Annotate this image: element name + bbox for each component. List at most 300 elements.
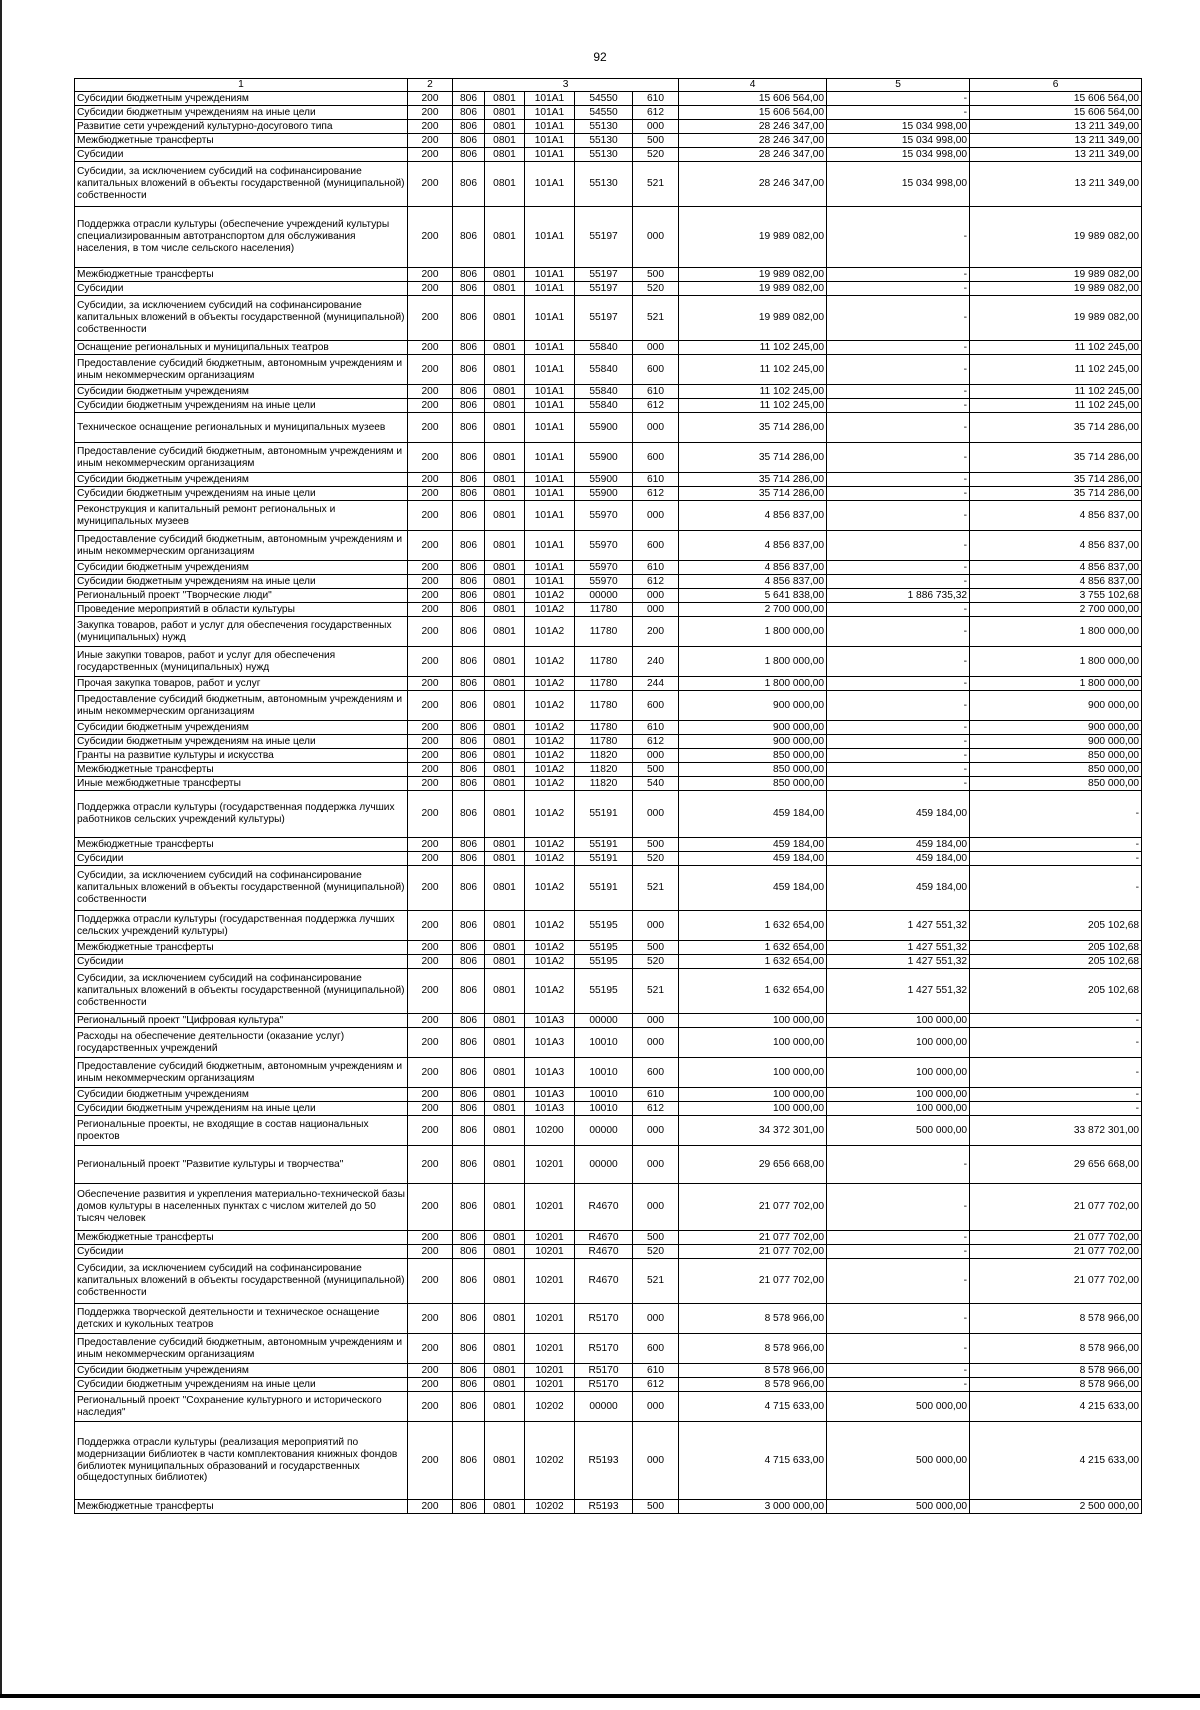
row-code-program: 101A3	[525, 1028, 575, 1058]
row-code-admin: 806	[453, 1102, 485, 1116]
row-code-section: 0801	[485, 575, 525, 589]
table-body	[75, 92, 1142, 1514]
row-code-expense-type: 000	[633, 589, 679, 603]
row-amount-total: 21 077 702,00	[679, 1231, 827, 1245]
row-code-admin: 806	[453, 92, 485, 106]
row-name: Гранты на развитие культуры и искусства	[75, 749, 408, 763]
row-code-expense-type: 000	[633, 1304, 679, 1334]
row-code-section: 0801	[485, 120, 525, 134]
row-code-expense-type: 600	[633, 355, 679, 385]
row-name: Субсидии бюджетным учреждениям	[75, 1364, 408, 1378]
table-row	[75, 473, 1142, 487]
row-code-chapter: 200	[408, 777, 453, 791]
row-amount-total: 29 656 668,00	[679, 1146, 827, 1184]
row-code-chapter: 200	[408, 399, 453, 413]
row-amount-regional: -	[970, 791, 1142, 838]
row-code-chapter: 200	[408, 1334, 453, 1364]
row-amount-total: 8 578 966,00	[679, 1304, 827, 1334]
row-amount-regional: 19 989 082,00	[970, 282, 1142, 296]
row-code-program: 101A2	[525, 911, 575, 941]
row-code-expense-type: 612	[633, 735, 679, 749]
row-amount-total: 34 372 301,00	[679, 1116, 827, 1146]
row-code-program: 10201	[525, 1245, 575, 1259]
row-code-expense-type: 610	[633, 1364, 679, 1378]
row-code-section: 0801	[485, 296, 525, 341]
row-code-expense-type: 240	[633, 647, 679, 677]
row-code-expense-type: 600	[633, 691, 679, 721]
row-code-expense-type: 000	[633, 603, 679, 617]
row-name: Обеспечение развития и укрепления материально-технической базы домов культуры в населенных пунктах с числом жителей до 50 тысяч человек	[75, 1184, 408, 1231]
row-amount-total: 100 000,00	[679, 1058, 827, 1088]
row-code-program: 101A1	[525, 296, 575, 341]
row-amount-regional: 21 077 702,00	[970, 1184, 1142, 1231]
row-amount-federal: 100 000,00	[827, 1028, 970, 1058]
row-code-direction: 55840	[575, 341, 633, 355]
header-col-3: 3	[453, 79, 679, 92]
row-code-section: 0801	[485, 911, 525, 941]
row-code-direction: 55130	[575, 134, 633, 148]
row-code-program: 101A1	[525, 561, 575, 575]
row-code-chapter: 200	[408, 1088, 453, 1102]
row-code-chapter: 200	[408, 1304, 453, 1334]
row-amount-federal: 500 000,00	[827, 1392, 970, 1422]
row-code-chapter: 200	[408, 1014, 453, 1028]
row-code-section: 0801	[485, 162, 525, 207]
table-row	[75, 134, 1142, 148]
row-code-direction: 11820	[575, 763, 633, 777]
row-code-program: 101A2	[525, 749, 575, 763]
row-name: Проведение мероприятий в области культуры	[75, 603, 408, 617]
row-amount-regional: 35 714 286,00	[970, 413, 1142, 443]
row-amount-regional: 850 000,00	[970, 763, 1142, 777]
row-amount-total: 8 578 966,00	[679, 1378, 827, 1392]
scan-edge-line	[0, 0, 2, 1694]
row-code-section: 0801	[485, 1334, 525, 1364]
row-code-section: 0801	[485, 777, 525, 791]
row-code-admin: 806	[453, 1500, 485, 1514]
row-code-chapter: 200	[408, 162, 453, 207]
row-code-admin: 806	[453, 162, 485, 207]
row-code-section: 0801	[485, 955, 525, 969]
row-amount-regional: -	[970, 1028, 1142, 1058]
table-row	[75, 1245, 1142, 1259]
row-code-program: 101A2	[525, 589, 575, 603]
row-amount-total: 11 102 245,00	[679, 341, 827, 355]
row-amount-federal: 459 184,00	[827, 838, 970, 852]
row-code-program: 101A1	[525, 207, 575, 268]
row-amount-federal: -	[827, 355, 970, 385]
table-row	[75, 735, 1142, 749]
row-code-direction: R4670	[575, 1245, 633, 1259]
row-code-chapter: 200	[408, 1259, 453, 1304]
row-amount-federal: 100 000,00	[827, 1058, 970, 1088]
row-code-admin: 806	[453, 589, 485, 603]
row-code-expense-type: 612	[633, 1378, 679, 1392]
row-amount-total: 4 715 633,00	[679, 1422, 827, 1500]
row-code-section: 0801	[485, 385, 525, 399]
row-amount-federal: 459 184,00	[827, 852, 970, 866]
row-code-section: 0801	[485, 866, 525, 911]
row-code-expense-type: 520	[633, 1245, 679, 1259]
row-code-direction: 55197	[575, 268, 633, 282]
row-amount-federal: 15 034 998,00	[827, 162, 970, 207]
row-amount-regional: 900 000,00	[970, 691, 1142, 721]
row-amount-total: 1 800 000,00	[679, 677, 827, 691]
row-code-admin: 806	[453, 561, 485, 575]
row-code-chapter: 200	[408, 443, 453, 473]
row-amount-regional: -	[970, 1014, 1142, 1028]
table-row	[75, 148, 1142, 162]
row-code-direction: 55191	[575, 791, 633, 838]
row-code-expense-type: 520	[633, 955, 679, 969]
row-amount-federal: -	[827, 1259, 970, 1304]
row-code-section: 0801	[485, 677, 525, 691]
row-code-admin: 806	[453, 1334, 485, 1364]
row-code-expense-type: 000	[633, 120, 679, 134]
row-code-expense-type: 000	[633, 1116, 679, 1146]
row-code-expense-type: 000	[633, 1146, 679, 1184]
row-name: Субсидии бюджетным учреждениям	[75, 561, 408, 575]
row-amount-federal: 459 184,00	[827, 866, 970, 911]
budget-table	[74, 78, 1142, 1514]
row-code-section: 0801	[485, 134, 525, 148]
row-code-direction: 55130	[575, 162, 633, 207]
row-code-expense-type: 000	[633, 1028, 679, 1058]
row-amount-regional: -	[970, 838, 1142, 852]
row-amount-federal: 500 000,00	[827, 1500, 970, 1514]
row-code-direction: 55130	[575, 148, 633, 162]
table-row	[75, 791, 1142, 838]
table-row	[75, 268, 1142, 282]
row-amount-regional: -	[970, 1102, 1142, 1116]
row-code-direction: 55195	[575, 969, 633, 1014]
row-code-section: 0801	[485, 735, 525, 749]
row-code-program: 101A2	[525, 617, 575, 647]
row-amount-federal: 15 034 998,00	[827, 120, 970, 134]
row-code-admin: 806	[453, 763, 485, 777]
row-name: Оснащение региональных и муниципальных театров	[75, 341, 408, 355]
row-amount-federal: 1 427 551,32	[827, 955, 970, 969]
row-code-section: 0801	[485, 1116, 525, 1146]
row-code-section: 0801	[485, 1102, 525, 1116]
row-amount-regional: 4 856 837,00	[970, 575, 1142, 589]
row-name: Предоставление субсидий бюджетным, автономным учреждениям и иным некоммерческим организациям	[75, 355, 408, 385]
row-amount-total: 19 989 082,00	[679, 268, 827, 282]
row-code-direction: 55840	[575, 385, 633, 399]
row-code-section: 0801	[485, 443, 525, 473]
row-code-direction: 11780	[575, 721, 633, 735]
row-amount-total: 21 077 702,00	[679, 1245, 827, 1259]
row-amount-regional: 29 656 668,00	[970, 1146, 1142, 1184]
row-name: Иные закупки товаров, работ и услуг для обеспечения государственных (муниципальных) нужд	[75, 647, 408, 677]
row-name: Расходы на обеспечение деятельности (оказание услуг) государственных учреждений	[75, 1028, 408, 1058]
row-code-direction: 00000	[575, 1014, 633, 1028]
row-amount-total: 100 000,00	[679, 1028, 827, 1058]
row-code-admin: 806	[453, 1245, 485, 1259]
row-code-admin: 806	[453, 1304, 485, 1334]
row-code-chapter: 200	[408, 617, 453, 647]
row-code-admin: 806	[453, 575, 485, 589]
row-name: Субсидии бюджетным учреждениям	[75, 721, 408, 735]
row-code-direction: 11820	[575, 777, 633, 791]
row-code-admin: 806	[453, 911, 485, 941]
row-amount-total: 11 102 245,00	[679, 355, 827, 385]
row-code-direction: 10010	[575, 1088, 633, 1102]
row-amount-regional: 4 856 837,00	[970, 501, 1142, 531]
row-name: Предоставление субсидий бюджетным, автономным учреждениям и иным некоммерческим организациям	[75, 1334, 408, 1364]
row-code-admin: 806	[453, 1146, 485, 1184]
row-code-section: 0801	[485, 852, 525, 866]
row-code-chapter: 200	[408, 1392, 453, 1422]
table-row	[75, 1146, 1142, 1184]
table-row	[75, 1102, 1142, 1116]
row-code-direction: 55130	[575, 120, 633, 134]
row-code-chapter: 200	[408, 838, 453, 852]
row-code-program: 101A2	[525, 969, 575, 1014]
table-row	[75, 575, 1142, 589]
row-code-chapter: 200	[408, 487, 453, 501]
row-amount-federal: -	[827, 296, 970, 341]
row-amount-regional: 11 102 245,00	[970, 399, 1142, 413]
row-code-expense-type: 500	[633, 268, 679, 282]
row-amount-total: 850 000,00	[679, 763, 827, 777]
row-code-expense-type: 540	[633, 777, 679, 791]
table-row	[75, 911, 1142, 941]
row-code-program: 101A1	[525, 92, 575, 106]
row-code-admin: 806	[453, 603, 485, 617]
row-code-direction: 10010	[575, 1028, 633, 1058]
row-amount-regional: 35 714 286,00	[970, 443, 1142, 473]
row-code-expense-type: 520	[633, 148, 679, 162]
row-code-expense-type: 600	[633, 1334, 679, 1364]
row-code-expense-type: 500	[633, 941, 679, 955]
table-row	[75, 207, 1142, 268]
row-code-program: 101A1	[525, 148, 575, 162]
header-col-1: 1	[75, 79, 408, 92]
row-amount-total: 1 632 654,00	[679, 941, 827, 955]
row-code-expense-type: 521	[633, 969, 679, 1014]
row-amount-regional: 205 102,68	[970, 911, 1142, 941]
row-amount-regional: 13 211 349,00	[970, 148, 1142, 162]
row-code-chapter: 200	[408, 385, 453, 399]
row-code-direction: 55900	[575, 487, 633, 501]
row-code-direction: 55195	[575, 955, 633, 969]
row-code-admin: 806	[453, 473, 485, 487]
row-code-chapter: 200	[408, 1028, 453, 1058]
table-row	[75, 1392, 1142, 1422]
row-code-program: 101A1	[525, 134, 575, 148]
row-amount-total: 19 989 082,00	[679, 296, 827, 341]
row-code-chapter: 200	[408, 296, 453, 341]
row-amount-regional: -	[970, 1058, 1142, 1088]
row-code-program: 10201	[525, 1184, 575, 1231]
row-name: Прочая закупка товаров, работ и услуг	[75, 677, 408, 691]
row-amount-federal: 100 000,00	[827, 1088, 970, 1102]
row-code-program: 101A1	[525, 120, 575, 134]
row-code-chapter: 200	[408, 1184, 453, 1231]
row-code-program: 101A1	[525, 282, 575, 296]
row-amount-regional: 850 000,00	[970, 749, 1142, 763]
row-code-direction: 11820	[575, 749, 633, 763]
row-name: Развитие сети учреждений культурно-досугового типа	[75, 120, 408, 134]
row-name: Субсидии бюджетным учреждениям на иные цели	[75, 1102, 408, 1116]
row-code-expense-type: 000	[633, 413, 679, 443]
row-amount-total: 19 989 082,00	[679, 282, 827, 296]
row-amount-federal: -	[827, 106, 970, 120]
table-row	[75, 1500, 1142, 1514]
row-amount-total: 850 000,00	[679, 749, 827, 763]
row-code-program: 10202	[525, 1392, 575, 1422]
row-code-direction: 55197	[575, 282, 633, 296]
row-amount-regional: -	[970, 866, 1142, 911]
row-amount-regional: 21 077 702,00	[970, 1231, 1142, 1245]
row-code-direction: 55191	[575, 866, 633, 911]
row-amount-federal: -	[827, 282, 970, 296]
row-amount-federal: -	[827, 575, 970, 589]
row-code-program: 10202	[525, 1500, 575, 1514]
row-code-chapter: 200	[408, 603, 453, 617]
row-amount-federal: -	[827, 617, 970, 647]
row-name: Субсидии бюджетным учреждениям на иные цели	[75, 575, 408, 589]
table-row	[75, 487, 1142, 501]
row-code-section: 0801	[485, 1088, 525, 1102]
row-amount-federal: -	[827, 735, 970, 749]
row-code-direction: 55840	[575, 355, 633, 385]
row-amount-total: 459 184,00	[679, 866, 827, 911]
row-amount-total: 35 714 286,00	[679, 487, 827, 501]
row-amount-federal: -	[827, 1378, 970, 1392]
row-amount-regional: 1 800 000,00	[970, 677, 1142, 691]
table-row	[75, 763, 1142, 777]
row-code-direction: 00000	[575, 589, 633, 603]
row-name: Субсидии бюджетным учреждениям	[75, 473, 408, 487]
row-code-admin: 806	[453, 941, 485, 955]
table-row	[75, 296, 1142, 341]
row-amount-total: 11 102 245,00	[679, 399, 827, 413]
row-code-chapter: 200	[408, 691, 453, 721]
row-code-admin: 806	[453, 1364, 485, 1378]
row-code-direction: R5170	[575, 1334, 633, 1364]
row-name: Межбюджетные трансферты	[75, 838, 408, 852]
row-amount-total: 28 246 347,00	[679, 148, 827, 162]
row-amount-total: 28 246 347,00	[679, 134, 827, 148]
row-code-expense-type: 000	[633, 1014, 679, 1028]
row-amount-regional: -	[970, 1088, 1142, 1102]
row-code-direction: 11780	[575, 735, 633, 749]
row-amount-federal: -	[827, 1364, 970, 1378]
row-name: Поддержка отрасли культуры (обеспечение учреждений культуры специализированным автотранспортом для обслуживания населения, в том числе сельского населения)	[75, 207, 408, 268]
row-code-section: 0801	[485, 589, 525, 603]
row-code-section: 0801	[485, 721, 525, 735]
table-row	[75, 1364, 1142, 1378]
row-code-admin: 806	[453, 969, 485, 1014]
table-row	[75, 1231, 1142, 1245]
row-code-program: 10201	[525, 1334, 575, 1364]
table-row	[75, 399, 1142, 413]
row-amount-total: 100 000,00	[679, 1102, 827, 1116]
row-amount-federal: 1 427 551,32	[827, 941, 970, 955]
row-name: Субсидии бюджетным учреждениям на иные цели	[75, 735, 408, 749]
row-code-section: 0801	[485, 1500, 525, 1514]
row-code-direction: 55191	[575, 838, 633, 852]
row-code-program: 101A3	[525, 1088, 575, 1102]
row-code-program: 101A1	[525, 268, 575, 282]
row-amount-federal: -	[827, 443, 970, 473]
row-code-program: 101A1	[525, 341, 575, 355]
row-code-direction: R5193	[575, 1500, 633, 1514]
row-code-program: 10201	[525, 1231, 575, 1245]
row-code-admin: 806	[453, 866, 485, 911]
table-row	[75, 1422, 1142, 1500]
row-amount-federal: 100 000,00	[827, 1014, 970, 1028]
row-code-expense-type: 612	[633, 399, 679, 413]
row-amount-regional: 13 211 349,00	[970, 134, 1142, 148]
row-code-expense-type: 000	[633, 911, 679, 941]
table-row	[75, 1014, 1142, 1028]
row-amount-federal: -	[827, 341, 970, 355]
row-code-admin: 806	[453, 777, 485, 791]
row-amount-federal: -	[827, 691, 970, 721]
row-amount-regional: 1 800 000,00	[970, 647, 1142, 677]
row-code-section: 0801	[485, 355, 525, 385]
row-code-admin: 806	[453, 647, 485, 677]
table-header-row	[75, 79, 1142, 92]
row-code-admin: 806	[453, 852, 485, 866]
row-code-section: 0801	[485, 1259, 525, 1304]
row-amount-regional: 15 606 564,00	[970, 106, 1142, 120]
row-code-direction: R4670	[575, 1184, 633, 1231]
row-code-program: 101A2	[525, 721, 575, 735]
row-code-section: 0801	[485, 148, 525, 162]
table-row	[75, 531, 1142, 561]
page-number: 92	[593, 50, 607, 64]
row-amount-regional: 19 989 082,00	[970, 296, 1142, 341]
row-amount-total: 4 856 837,00	[679, 531, 827, 561]
row-code-program: 101A3	[525, 1058, 575, 1088]
row-amount-regional: 4 856 837,00	[970, 561, 1142, 575]
row-code-section: 0801	[485, 1146, 525, 1184]
row-code-admin: 806	[453, 1392, 485, 1422]
row-code-expense-type: 500	[633, 134, 679, 148]
row-amount-federal: 15 034 998,00	[827, 148, 970, 162]
row-code-program: 101A1	[525, 162, 575, 207]
row-code-admin: 806	[453, 955, 485, 969]
table-row	[75, 603, 1142, 617]
row-name: Поддержка творческой деятельности и техническое оснащение детских и кукольных театров	[75, 1304, 408, 1334]
row-code-direction: 11780	[575, 617, 633, 647]
row-code-chapter: 200	[408, 561, 453, 575]
table-row	[75, 92, 1142, 106]
row-amount-regional: 8 578 966,00	[970, 1364, 1142, 1378]
row-amount-federal: 1 427 551,32	[827, 969, 970, 1014]
row-amount-regional: 2 500 000,00	[970, 1500, 1142, 1514]
row-code-admin: 806	[453, 1184, 485, 1231]
row-amount-federal: -	[827, 207, 970, 268]
row-code-section: 0801	[485, 1364, 525, 1378]
row-code-admin: 806	[453, 399, 485, 413]
row-code-expense-type: 500	[633, 763, 679, 777]
row-code-direction: 55970	[575, 531, 633, 561]
row-code-section: 0801	[485, 791, 525, 838]
row-amount-federal: 100 000,00	[827, 1102, 970, 1116]
row-code-direction: 11780	[575, 603, 633, 617]
row-code-section: 0801	[485, 617, 525, 647]
row-code-expense-type: 000	[633, 791, 679, 838]
row-code-program: 101A3	[525, 1014, 575, 1028]
row-code-admin: 806	[453, 1116, 485, 1146]
row-code-expense-type: 600	[633, 531, 679, 561]
row-amount-total: 850 000,00	[679, 777, 827, 791]
